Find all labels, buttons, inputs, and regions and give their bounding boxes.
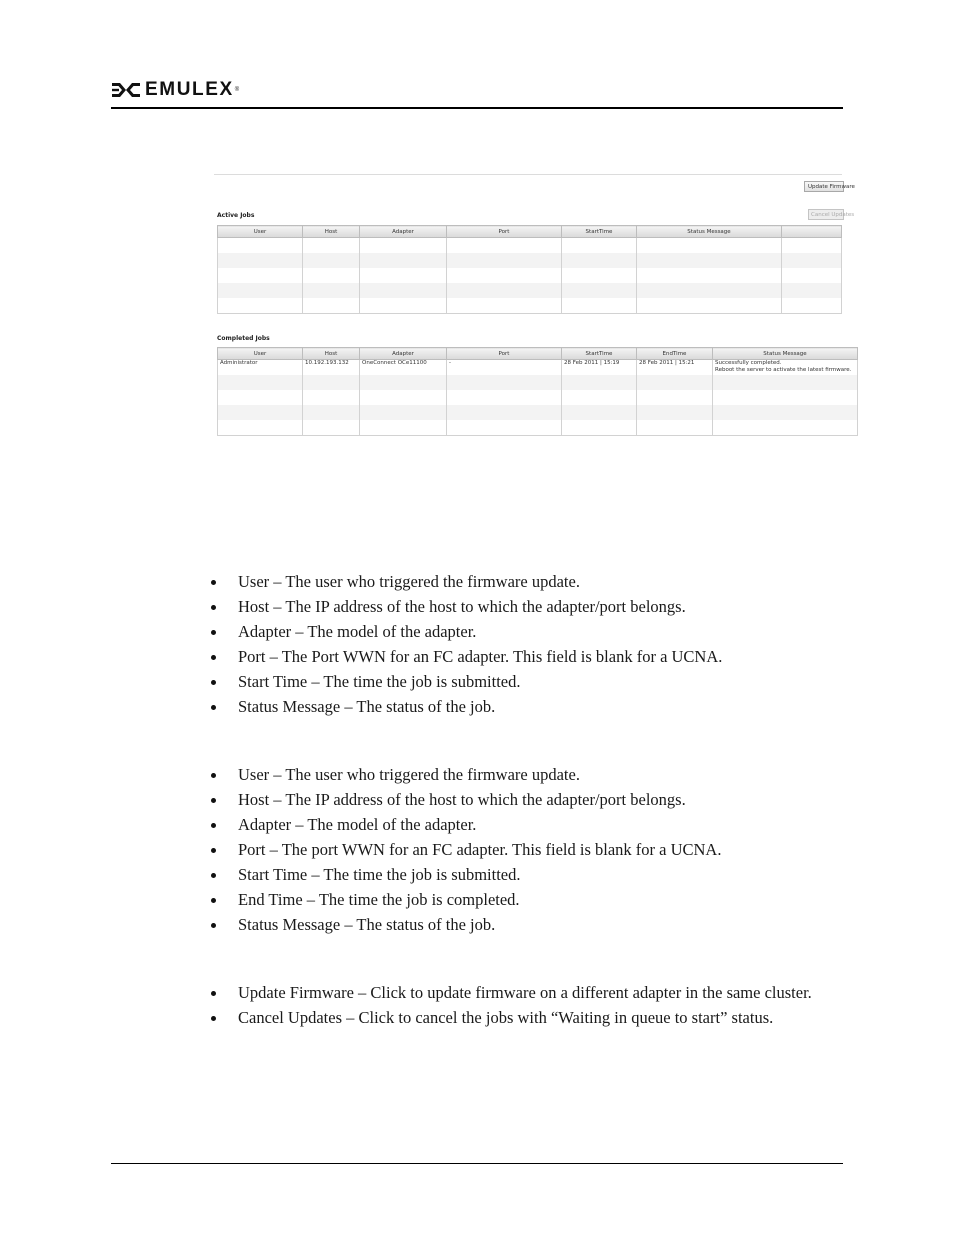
column-header[interactable]: EndTime (637, 348, 713, 360)
table-cell (218, 253, 303, 268)
column-header[interactable]: User (218, 348, 303, 360)
table-cell: OneConnect OCe11100 (360, 360, 447, 376)
table-cell (637, 298, 782, 314)
list-item: Start Time – The time the job is submitted. (205, 672, 843, 692)
table-cell (360, 375, 447, 390)
table-cell (562, 253, 637, 268)
table-cell (713, 420, 858, 436)
table-cell (562, 298, 637, 314)
table-cell: - (447, 360, 562, 376)
footer-rule (111, 1163, 843, 1164)
list-item: User – The user who triggered the firmware update. (205, 765, 843, 785)
table-cell (637, 283, 782, 298)
column-header[interactable]: Adapter (360, 348, 447, 360)
table-cell (218, 238, 303, 254)
table-cell (360, 283, 447, 298)
active-jobs-title: Active Jobs (217, 212, 255, 219)
table-cell (218, 375, 303, 390)
table-row[interactable] (218, 375, 858, 390)
table-cell (782, 238, 842, 254)
table-cell (447, 405, 562, 420)
table-row[interactable] (218, 238, 842, 254)
column-header[interactable]: Adapter (360, 226, 447, 238)
table-cell (637, 390, 713, 405)
active-jobs-field-list (205, 572, 843, 722)
table-cell (562, 283, 637, 298)
table-cell (782, 283, 842, 298)
buttons-list (205, 983, 843, 1033)
table-cell (303, 405, 360, 420)
completed-jobs-title: Completed Jobs (217, 335, 270, 342)
table-cell (360, 268, 447, 283)
update-firmware-button[interactable]: Update Firmware (804, 181, 844, 192)
list-item: Adapter – The model of the adapter. (205, 622, 843, 642)
table-row[interactable] (218, 298, 842, 314)
list-item: Cancel Updates – Click to cancel the jobs with “Waiting in queue to start” status. (205, 1008, 843, 1028)
emulex-logo (111, 80, 239, 100)
column-header[interactable]: Port (447, 348, 562, 360)
table-cell (637, 405, 713, 420)
completed-jobs-field-list (205, 765, 843, 940)
table-cell (360, 238, 447, 254)
table-cell (360, 420, 447, 436)
table-row[interactable] (218, 420, 858, 436)
table-cell (447, 253, 562, 268)
table-cell (713, 375, 858, 390)
list-item: End Time – The time the job is completed. (205, 890, 843, 910)
logo-text: EMULEX (145, 79, 234, 100)
table-cell (303, 420, 360, 436)
table-row[interactable] (218, 253, 842, 268)
table-cell (447, 420, 562, 436)
table-cell (562, 390, 637, 405)
screenshot-top-divider (214, 174, 842, 175)
list-item: User – The user who triggered the firmware update. (205, 572, 843, 592)
list-item: Adapter – The model of the adapter. (205, 815, 843, 835)
column-header[interactable]: StartTime (562, 348, 637, 360)
table-cell (447, 238, 562, 254)
cancel-updates-button[interactable]: Cancel Updates (808, 209, 844, 220)
table-cell (562, 375, 637, 390)
column-header[interactable]: Status Message (637, 226, 782, 238)
list-item: Status Message – The status of the job. (205, 697, 843, 717)
table-cell (360, 298, 447, 314)
table-cell (637, 268, 782, 283)
table-cell (562, 238, 637, 254)
table-cell (637, 375, 713, 390)
emulex-logo-icon (111, 81, 141, 99)
list-item: Host – The IP address of the host to which the adapter/port belongs. (205, 790, 843, 810)
table-cell: Successfully completed. Reboot the server to activate the latest firmware. (713, 360, 858, 376)
table-row[interactable] (218, 390, 858, 405)
table-row[interactable] (218, 360, 858, 376)
logo-trademark: ® (234, 87, 240, 93)
table-cell (447, 298, 562, 314)
list-item: Port – The port WWN for an FC adapter. This field is blank for a UCNA. (205, 840, 843, 860)
column-header[interactable]: User (218, 226, 303, 238)
table-cell (447, 268, 562, 283)
table-cell: Administrator (218, 360, 303, 376)
table-cell: 10.192.193.132 (303, 360, 360, 376)
completed-jobs-table (217, 347, 858, 436)
header-rule (111, 107, 843, 109)
table-cell (218, 405, 303, 420)
jobs-screenshot (214, 174, 855, 442)
table-row[interactable] (218, 268, 842, 283)
table-row[interactable] (218, 283, 842, 298)
active-jobs-header-row (218, 226, 842, 238)
active-jobs-table (217, 225, 842, 314)
table-cell (447, 390, 562, 405)
list-item: Port – The Port WWN for an FC adapter. This field is blank for a UCNA. (205, 647, 843, 667)
column-header[interactable] (782, 226, 842, 238)
table-cell (782, 253, 842, 268)
table-cell (562, 268, 637, 283)
table-cell (782, 268, 842, 283)
table-cell (713, 390, 858, 405)
list-item: Start Time – The time the job is submitted. (205, 865, 843, 885)
column-header[interactable]: Host (303, 348, 360, 360)
table-cell (303, 253, 360, 268)
table-cell (562, 420, 637, 436)
table-cell (637, 420, 713, 436)
table-cell (360, 253, 447, 268)
table-cell (218, 298, 303, 314)
column-header[interactable]: Host (303, 226, 360, 238)
table-cell (637, 238, 782, 254)
column-header[interactable]: Status Message (713, 348, 858, 360)
table-cell (782, 298, 842, 314)
table-cell (713, 405, 858, 420)
table-cell (218, 390, 303, 405)
table-cell: 28 Feb 2011 | 15:19 (562, 360, 637, 376)
table-cell (637, 253, 782, 268)
table-cell (218, 268, 303, 283)
list-item: Host – The IP address of the host to which the adapter/port belongs. (205, 597, 843, 617)
list-item: Update Firmware – Click to update firmware on a different adapter in the same cluster. (205, 983, 843, 1003)
table-cell (447, 375, 562, 390)
table-cell (562, 405, 637, 420)
table-row[interactable] (218, 405, 858, 420)
table-cell: 28 Feb 2011 | 15:21 (637, 360, 713, 376)
table-cell (303, 375, 360, 390)
table-cell (360, 390, 447, 405)
table-cell (303, 390, 360, 405)
table-cell (303, 283, 360, 298)
column-header[interactable]: StartTime (562, 226, 637, 238)
completed-jobs-header-row (218, 348, 858, 360)
table-cell (447, 283, 562, 298)
table-cell (218, 420, 303, 436)
list-item: Status Message – The status of the job. (205, 915, 843, 935)
table-cell (303, 298, 360, 314)
column-header[interactable]: Port (447, 226, 562, 238)
table-cell (303, 268, 360, 283)
table-cell (218, 283, 303, 298)
table-cell (303, 238, 360, 254)
table-cell (360, 405, 447, 420)
